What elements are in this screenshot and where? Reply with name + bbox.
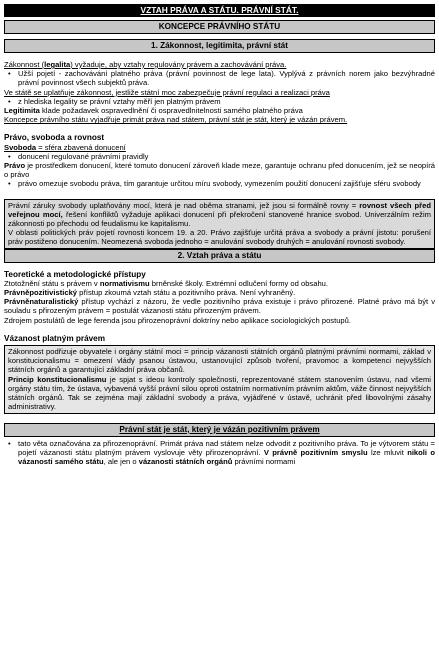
constitutionalism-term: Princip konstitucionalismu [8,374,107,384]
section-1-title: 1. Zákonnost, legitimita, právní stát [4,39,435,53]
positive-law-text-mid2: , ale jen o [103,456,139,466]
freedom-guarantees-box [4,199,435,249]
list-item: • Užší pojetí - zachovávání platného práva (právní povinnost de lege lata). Vyplývá z právních norem jako bezvýhradné právní povinnost všech subjektů práva. [18,69,435,87]
law-paragraph [4,161,435,179]
legitimacy-term: Legitimita [4,106,40,116]
list-item: • donucení regulované právními pravidly [18,152,435,161]
box-text-post: řešení konfliktů vyžaduje aplikaci donucení při překročení stanovené hranice svobod. Univerzálním režim zákonnosti po přechodu od feudalismu ke kapitalismu. [8,209,431,229]
law-text: je prostředkem donucení, které tomuto donucení zároveň klade meze, garantuje ochranu před donucením, jež se neopírá o právo [4,161,435,180]
state-binding-term: nikoli o vázanosti samého státu [18,447,436,466]
binding-law-title: Vázanost platným právem [4,333,106,343]
constitutionalism-paragraph [8,375,431,412]
legality-paragraph [4,60,435,69]
freedom-text: = sféra zbavená donucení [36,142,126,152]
normativism-term: normativismu [99,278,150,288]
naturalism-paragraph [4,297,435,315]
section-2-title: 2. Vztah práva a státu [4,249,435,263]
positivism-term: Právněpozitivistický [4,288,78,298]
legality-term: legalita [44,60,71,69]
legality-state-line: Ve státě se uplatňuje zákonnost, jestliže státní moc zabezpečuje právní regulaci a realizaci práva [4,87,330,97]
legality-text-pre: Zákonnost ( [4,60,45,69]
naturalism-term: Právněnaturalistický [4,297,79,307]
list-item: • z hlediska legality se právní vztahy měří jen platným právem [18,97,435,106]
constitutionalism-text: je spjat s ideou kontroly společnosti, reprezentované státem stanovením ústavu, nad všemi orgány státu tím, že ústava, vybavená vyšší právní silou oproti ostatním normativním právním aktům, váže činnost nejvyšších státních orgánů. Tak se zejména mají základní svobody a práva, vyjádřené v ústavě, uchránit před libovolnými zásahy administrativy. [8,374,431,412]
positive-law-text-post: právními normami [232,456,296,466]
legitimacy-paragraph [4,106,435,115]
section-3-title: Právní stát je stát, který je vázán pozitivním právem [4,423,435,437]
freedom-term: Svoboda [4,142,37,152]
normativism-paragraph [4,279,435,288]
box-paragraph [8,201,431,229]
concept-bar: KONCEPCE PRÁVNÍHO STÁTU [4,20,435,34]
rule-of-law-paragraph: Koncepce právního státu vyjadřuje primát práva nad státem, právní stát je stát, který je vázán právem. [4,115,348,125]
positivism-paragraph [4,288,435,297]
naturalism-text: přístup vychází z názoru, že vedle pozitivního práva existuje i právo přirozené. Platné právo má být v souladu s přirozeným právem = postulát vázanosti státu přirozeným právem. [4,297,435,316]
legality-text-post: ) vyžaduje, aby vztahy regulovány právem a zachovávání práva. [70,60,287,69]
organ-binding-term: vázanosti státních orgánů [138,456,233,466]
positive-law-text: tato věta označována za přirozenoprávní. Primát práva nad státem nelze odvodit z pozitivního práva. To je výtvorem státu = pojetí vázanosti státu platným právem vyslovuje věty přirozenoprávní. [18,438,435,457]
legitimacy-text: klade požadavek ospravedlnění či ospravedlnitelnosti samého platného práva [39,106,303,116]
box-paragraph: Zákonnost podřizuje obyvatele i orgány státní moci = princip vázanosti státních orgánů platnými právními normami, základ v konstitucionalismu = omezení vlády psanou ústavou, ustanovující způsob tvoření, pravomoc a kompetenci nejvyšších státních orgánů a garantující základní práva občanů. [8,347,431,375]
box-paragraph-2: V oblasti politických práv pojetí rovnosti koncem 19. a 20. Právo zajišťuje určitá práva a svobody a právní jistotu: porušení práv postiženo donucením. Neomezená svoboda jednoho = anulování svobody druhých = anulování rovnosti svobody. [8,228,431,247]
approaches-title: Teoretické a metodologické přístupy [4,269,146,279]
document-title: VZTAH PRÁVA A STÁTU. PRÁVNÍ STÁT. [4,4,435,17]
document-page [4,4,435,466]
sources-paragraph: Zdrojem postulátů de lege ferenda jsou přirozenoprávní doktríny nebo aplikace sociologických postupů. [4,315,351,325]
list-item [18,439,435,467]
normativism-text-post: brněnské školy. Extrémní odlučení formy od obsahu. [149,278,329,288]
normativism-text-pre: Ztotožnění státu s právem v [4,278,100,288]
box-text: Právní záruky svobody uplatňovány mocí, která je nad oběma stranami, jež jsou si formálně rovny = [8,200,360,210]
box-bold-text: rovnost všech před veřejnou mocí, [8,200,431,219]
freedom-line [4,143,435,152]
list-item: • právo omezuje svobodu práva, tím garantuje určitou míru svobody, vymezením použití donucení zajišťuje sféru svobody [18,179,435,188]
law-freedom-title: Právo, svoboda a rovnost [4,133,105,143]
binding-law-box [4,345,435,413]
positivism-text: přístup zkoumá vztah státu a pozitivního práva. Není vyhraněný. [77,288,296,298]
positive-law-term: V právně pozitivním smyslu [263,447,368,457]
law-term: Právo [4,161,26,171]
positive-law-text-mid: lze mluvit [367,447,408,457]
